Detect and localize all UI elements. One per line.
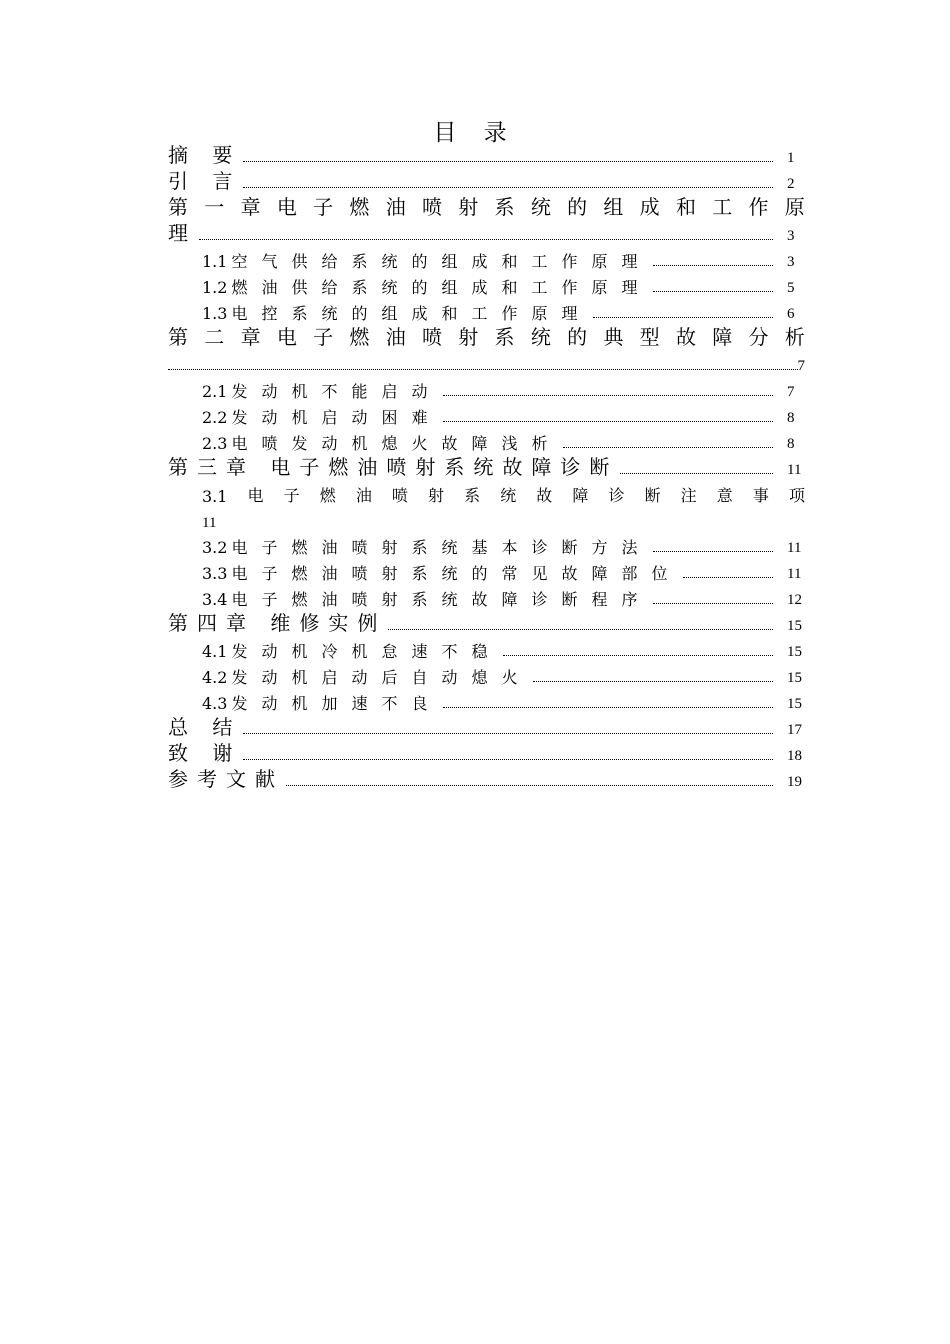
toc-label-char: 的	[567, 325, 588, 349]
toc-page-number: 7	[797, 358, 805, 374]
toc-label-char: 事	[752, 486, 769, 505]
leader-dots	[243, 161, 773, 162]
page-title: 目 录	[433, 120, 517, 146]
toc-entry-intro[interactable]	[168, 168, 805, 194]
leader-dots	[683, 577, 773, 578]
toc-page-number: 11	[202, 515, 217, 531]
toc-label-char: 射	[458, 325, 479, 349]
toc-label-char: 和	[675, 195, 696, 219]
toc-label-char: 原	[784, 195, 805, 219]
toc-label-char: 喷	[421, 195, 442, 219]
toc-label: 发动机启动困难	[231, 408, 442, 427]
toc-label-char: 工	[712, 195, 733, 219]
toc-label-char: 喷	[391, 486, 408, 505]
leader-dots	[653, 603, 773, 604]
toc-label-char: 系	[494, 325, 515, 349]
toc-entry-1-3[interactable]	[168, 298, 805, 324]
toc-entry-4-1[interactable]	[168, 636, 805, 662]
toc-entry-2-1[interactable]	[168, 376, 805, 402]
leader-dots	[653, 551, 773, 552]
toc-page-number: 17	[787, 722, 802, 738]
toc-label-char: 燃	[349, 325, 370, 349]
toc-label-char: 油	[385, 195, 406, 219]
toc-label-char: 析	[784, 325, 805, 349]
toc-page-number: 3	[787, 228, 795, 244]
toc-label-char: 障	[712, 325, 733, 349]
toc-label-continuation	[168, 350, 805, 376]
toc-page-number: 11	[787, 462, 802, 478]
toc-label: 电子燃油喷射系统故障诊断程序	[231, 590, 652, 609]
toc-label-line	[168, 480, 805, 506]
toc-entry-chapter-4[interactable]	[168, 610, 805, 636]
toc-label: 第四章 维修实例	[168, 611, 387, 635]
section-number: 2.2	[202, 408, 228, 427]
section-number: 1.2	[202, 278, 228, 297]
toc-label-char: 成	[639, 195, 660, 219]
leader-dots	[620, 473, 773, 474]
toc-label: 致 谢	[168, 741, 242, 765]
toc-label-char: 的	[567, 195, 588, 219]
section-number: 4.2	[202, 668, 228, 687]
leader-dots	[653, 291, 773, 292]
leader-dots	[286, 785, 773, 786]
leader-dots	[388, 629, 773, 630]
toc-label-char: 项	[788, 486, 805, 505]
toc-entry-2-2[interactable]	[168, 402, 805, 428]
leader-dots	[503, 655, 773, 656]
toc-label-char: 二	[204, 325, 225, 349]
toc-label-char: 喷	[421, 325, 442, 349]
toc-label: 第三章 电子燃油喷射系统故障诊断	[168, 455, 619, 479]
toc-label-char: 系	[494, 195, 515, 219]
toc-entry-4-2[interactable]	[168, 662, 805, 688]
toc-label: 电子燃油喷射系统基本诊断方法	[231, 538, 652, 557]
toc-label: 发动机冷机怠速不稳	[231, 642, 502, 661]
leader-dots	[563, 447, 773, 448]
leader-dots	[443, 395, 773, 396]
toc-label-char: 统	[530, 195, 551, 219]
toc-entry-4-3[interactable]	[168, 688, 805, 714]
toc-entry-3-1[interactable]	[168, 480, 805, 532]
leader-dots	[593, 317, 773, 318]
toc-label-char: 油	[385, 325, 406, 349]
toc-label: 电喷发动机熄火故障浅析	[231, 434, 562, 453]
toc-page-number: 15	[787, 670, 802, 686]
toc-label-char: 子	[313, 325, 334, 349]
toc-label: 理	[168, 221, 197, 245]
toc-label: 引 言	[168, 169, 242, 193]
toc-page-number: 18	[787, 748, 802, 764]
leader-dots	[443, 421, 773, 422]
section-number: 2.1	[202, 382, 228, 401]
section-number: 4.1	[202, 642, 228, 661]
section-number: 3.4	[202, 590, 228, 609]
toc-page-number: 3	[787, 254, 795, 270]
toc-label-char: 燃	[349, 195, 370, 219]
toc-entry-chapter-1[interactable]	[168, 194, 805, 246]
toc-page-number: 15	[787, 644, 802, 660]
toc-label-wrap	[202, 639, 501, 662]
toc-label-char: 意	[716, 486, 733, 505]
toc-page-number: 12	[787, 592, 802, 608]
toc-entry-summary[interactable]	[168, 714, 805, 740]
toc-label-char: 射	[428, 486, 445, 505]
toc-label-wrap	[202, 249, 651, 272]
toc-page-number: 2	[787, 176, 795, 192]
toc-label-char: 组	[603, 195, 624, 219]
toc-page-number: 5	[787, 280, 795, 296]
toc-label-char: 章	[240, 195, 261, 219]
toc-entry-chapter-3[interactable]	[168, 454, 805, 480]
toc-page-number: 8	[787, 436, 795, 452]
toc-page-number: 15	[787, 696, 802, 712]
section-number: 1.3	[202, 304, 228, 323]
leader-dots	[168, 369, 798, 370]
toc-label: 参考文献	[168, 767, 284, 791]
toc-label: 发动机启动后自动熄火	[231, 668, 532, 687]
toc-page-number: 11	[787, 540, 802, 556]
toc-label-char: 注	[680, 486, 697, 505]
toc-page-number: 7	[787, 384, 795, 400]
toc-label: 发动机不能启动	[231, 382, 442, 401]
toc-entry-3-2[interactable]	[168, 532, 805, 558]
toc-label: 电控系统的组成和工作原理	[231, 304, 592, 323]
toc-label-char: 作	[748, 195, 769, 219]
toc-label-wrap	[202, 405, 441, 428]
toc-label-char: 子	[283, 486, 300, 505]
toc-page-number: 11	[787, 566, 802, 582]
toc-page-number: 19	[787, 774, 802, 790]
leader-dots	[533, 681, 773, 682]
leader-dots	[653, 265, 773, 266]
toc-label-char: 第	[168, 195, 188, 219]
toc-label-char: 电	[276, 195, 297, 219]
toc-label-char: 第	[168, 325, 188, 349]
toc-label-wrap	[202, 535, 651, 558]
toc-entry-chapter-2[interactable]	[168, 324, 805, 376]
toc-label-char: 障	[572, 486, 589, 505]
toc-label-line	[168, 324, 805, 350]
toc-label-char: 电	[247, 486, 264, 505]
toc-label-char: 一	[204, 195, 225, 219]
toc-label: 总 结	[168, 715, 242, 739]
toc-page-number: 8	[787, 410, 795, 426]
leader-dots	[243, 733, 773, 734]
toc-label-wrap	[202, 561, 681, 584]
toc-label-continuation	[168, 220, 805, 246]
toc-label-char: 油	[355, 486, 372, 505]
toc-label-char: 故	[536, 486, 553, 505]
leader-dots	[199, 239, 773, 240]
leader-dots	[243, 759, 773, 760]
section-number: 2.3	[202, 434, 228, 453]
toc-label-char: 故	[675, 325, 696, 349]
toc-label-wrap	[202, 275, 651, 298]
toc-label: 电子燃油喷射系统的常见故障部位	[231, 564, 682, 583]
leader-dots	[243, 187, 773, 188]
toc-entry-references[interactable]	[168, 766, 805, 792]
toc-label-char: 射	[458, 195, 479, 219]
toc-label-char: 诊	[608, 486, 625, 505]
toc-label-char: 子	[313, 195, 334, 219]
toc-label: 摘 要	[168, 143, 242, 167]
toc-label-char: 燃	[319, 486, 336, 505]
toc-entry-3-3[interactable]	[168, 558, 805, 584]
table-of-contents	[168, 142, 805, 792]
toc-label-wrap	[202, 379, 441, 402]
leader-dots	[443, 707, 773, 708]
toc-label: 燃油供给系统的组成和工作原理	[231, 278, 652, 297]
toc-label-line	[168, 194, 805, 220]
section-number: 1.1	[202, 252, 228, 271]
toc-label: 发动机加速不良	[231, 694, 442, 713]
toc-entry-abstract[interactable]	[168, 142, 805, 168]
toc-entry-1-2[interactable]	[168, 272, 805, 298]
toc-label-char: 典	[603, 325, 624, 349]
toc-label-char: 系	[464, 486, 481, 505]
toc-label-char: 电	[276, 325, 297, 349]
section-number: 3.1	[202, 487, 228, 506]
toc-page-number: 6	[787, 306, 795, 322]
toc-label: 空气供给系统的组成和工作原理	[231, 252, 652, 271]
section-number: 4.3	[202, 694, 228, 713]
toc-label-char: 断	[644, 486, 661, 505]
toc-label-wrap	[202, 665, 531, 688]
toc-label-char: 分	[748, 325, 769, 349]
toc-label-char: 统	[500, 486, 517, 505]
toc-page-number: 1	[787, 150, 795, 166]
toc-entry-1-1[interactable]	[168, 246, 805, 272]
toc-page-number: 15	[787, 618, 802, 634]
toc-label-char: 统	[530, 325, 551, 349]
toc-label-char: 章	[240, 325, 261, 349]
toc-label-char: 型	[639, 325, 660, 349]
section-number: 3.2	[202, 538, 228, 557]
section-number: 3.3	[202, 564, 228, 583]
